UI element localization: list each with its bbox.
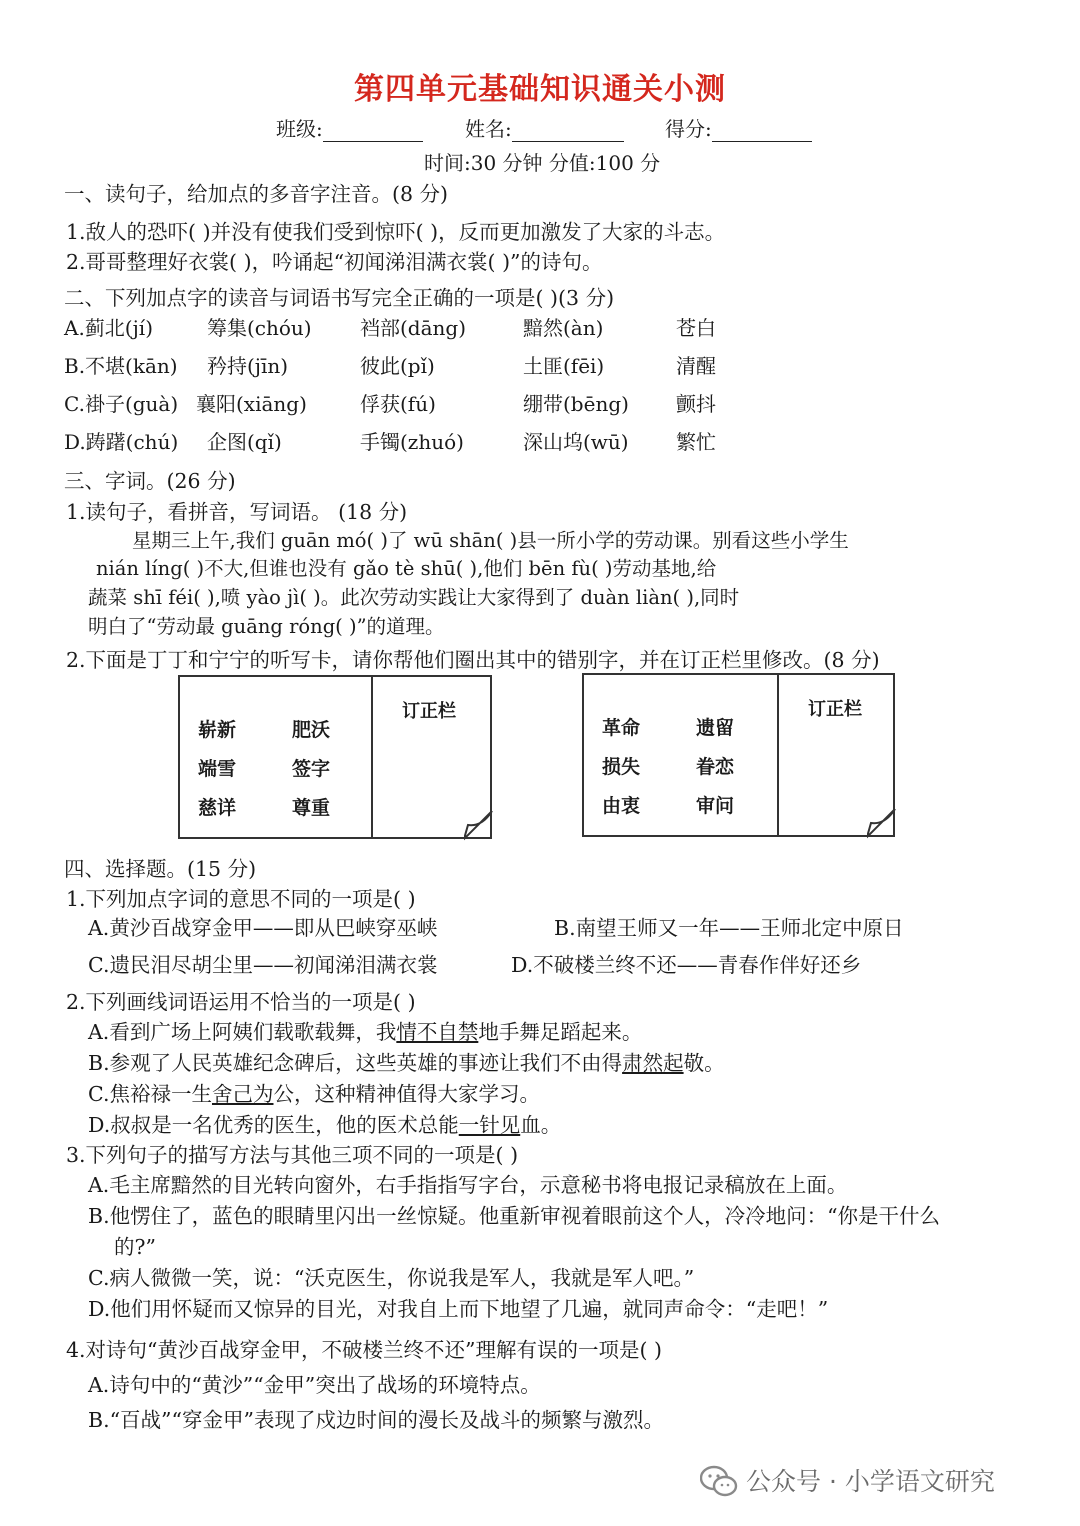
s1-question-1: 1.敌人的恐吓( )并没有使我们受到惊吓( )，反而更加激发了大家的斗志。 — [66, 220, 726, 244]
underlined-phrase: 情不自禁 — [396, 1020, 479, 1044]
s4-q3-option-b[interactable]: B.他愣住了，蓝色的眼睛里闪出一丝惊疑。他重新审视着眼前这个人，冷冷地问：“你是干什么 — [88, 1204, 941, 1228]
s4-q1-option-d[interactable]: D.不破楼兰终不还——青春作伴好还乡 — [511, 953, 862, 977]
s2-option-d-2: 企图(qǐ) — [207, 430, 282, 454]
underlined-phrase: 肃然起 — [622, 1051, 684, 1075]
s2-option-b-5: 清醒 — [676, 354, 716, 378]
card-1-correction-label: 订正栏 — [402, 701, 456, 722]
page-title: 第四单元基础知识通关小测 — [354, 72, 726, 107]
s3-passage-line-1: 星期三上午,我们 guān mó( )了 wū shān( )县一所小学的劳动课。别看这些小学生 — [132, 529, 849, 552]
option-text: 公，这种精神值得大家学习。 — [273, 1082, 540, 1106]
s2-option-a-4: 黯然(àn) — [523, 316, 604, 340]
s4-q3-option-b-cont: 的?” — [114, 1235, 156, 1259]
option-text: A.看到广场上阿姨们载歌载舞，我 — [88, 1020, 397, 1044]
s4-q4-stem: 4.对诗句“黄沙百战穿金甲，不破楼兰终不还”理解有误的一项是( ) — [66, 1338, 663, 1362]
option-text: D.叔叔是一名优秀的医生，他的医术总能 — [88, 1113, 459, 1137]
underlined-phrase: 舍己为 — [211, 1082, 274, 1106]
s2-option-b-3: 彼此(pǐ) — [360, 354, 435, 378]
score-label: 得分: — [665, 117, 712, 141]
section-4-heading: 四、选择题。(15 分) — [64, 857, 257, 881]
page-curl-icon — [867, 809, 897, 839]
option-text: B.参观了人民英雄纪念碑后，这些英雄的事迹让我们不由得 — [88, 1051, 623, 1075]
card-1-word[interactable]: 端雪 — [198, 758, 237, 780]
score-blank[interactable] — [712, 121, 812, 142]
s4-q2-option-a[interactable] — [88, 1015, 642, 1045]
card-1-divider — [371, 677, 373, 837]
s4-q3-option-a[interactable]: A.毛主席黯然的目光转向窗外，右手指指写字台，示意秘书将电报记录稿放在上面。 — [88, 1173, 848, 1197]
card-1-word[interactable]: 肥沃 — [292, 719, 331, 741]
s2-option-a-2: 筹集(chóu) — [207, 316, 312, 340]
s2-option-a-1: A.蓟北(jí) — [64, 316, 154, 340]
s4-q2-option-c[interactable] — [88, 1077, 540, 1107]
s4-q2-stem: 2.下列画线词语运用不恰当的一项是( ) — [66, 990, 416, 1014]
s4-q3-option-c[interactable]: C.病人微微一笑，说：“沃克医生，你说我是军人，我就是军人吧。” — [88, 1266, 695, 1290]
s2-option-d-4: 深山坞(wū) — [523, 430, 629, 454]
card-1-word[interactable]: 签字 — [292, 758, 331, 780]
footer-watermark: 公众号 · 小学语文研究 — [746, 1467, 995, 1496]
s2-option-a-3: 裆部(dāng) — [360, 316, 467, 340]
card-1-word[interactable]: 慈详 — [198, 797, 237, 819]
s4-q2-option-d[interactable] — [88, 1108, 561, 1138]
s2-option-d-1: D.踌躇(chú) — [64, 430, 179, 454]
class-label: 班级: — [276, 117, 323, 141]
s2-option-d-5: 繁忙 — [676, 430, 716, 454]
card-2-correction-label: 订正栏 — [808, 699, 862, 720]
s4-q1-option-b[interactable]: B.南望王师又一年——王师北定中原日 — [554, 916, 904, 940]
s2-option-c-1: C.褂子(guà) — [64, 392, 179, 416]
underlined-phrase: 一针见 — [458, 1113, 521, 1137]
s3-passage-line-3: 蔬菜 shī féi( ),喷 yào jì( )。此次劳动实践让大家得到了 duàn liàn( ),同时 — [88, 586, 740, 609]
section-1-heading: 一、读句子，给加点的多音字注音。(8 分) — [64, 182, 449, 206]
s2-option-c-5: 颤抖 — [676, 392, 716, 416]
card-2-word[interactable]: 革命 — [602, 717, 641, 739]
s4-q3-stem: 3.下列句子的描写方法与其他三项不同的一项是( ) — [66, 1143, 519, 1167]
s3-question-2-heading: 2.下面是丁丁和宁宁的听写卡，请你帮他们圈出其中的错别字，并在订正栏里修改。(8 分) — [66, 648, 880, 672]
name-label: 姓名: — [465, 117, 512, 141]
s3-passage-line-4: 明白了“劳动最 guāng róng( )”的道理。 — [88, 615, 445, 638]
option-text: 地手舞足蹈起来。 — [478, 1020, 643, 1044]
class-blank[interactable] — [323, 121, 423, 142]
s4-q3-option-d[interactable]: D.他们用怀疑而又惊异的目光，对我自上而下地望了几遍，就同声命令：“走吧！” — [88, 1297, 829, 1321]
s2-option-a-5: 苍白 — [676, 316, 716, 340]
s2-option-b-2: 矜持(jīn) — [207, 354, 289, 378]
name-blank[interactable] — [512, 121, 624, 142]
card-2-word[interactable]: 由衷 — [602, 795, 641, 817]
s4-q4-option-a[interactable]: A.诗句中的“黄沙”“金甲”突出了战场的环境特点。 — [88, 1373, 541, 1397]
dictation-card-1 — [178, 675, 492, 839]
s4-q1-stem: 1.下列加点字词的意思不同的一项是( ) — [66, 887, 416, 911]
card-2-word[interactable]: 审问 — [696, 795, 735, 817]
page-curl-icon — [464, 811, 494, 841]
time-score: 时间:30 分钟 分值:100 分 — [424, 151, 661, 175]
card-1-word[interactable]: 尊重 — [292, 797, 331, 819]
s2-option-c-4: 绷带(bēng) — [523, 392, 629, 416]
option-text: 敬。 — [683, 1051, 725, 1075]
s4-q2-option-b[interactable] — [88, 1046, 725, 1076]
s4-q1-option-c[interactable]: C.遗民泪尽胡尘里——初闻涕泪满衣裳 — [88, 953, 438, 977]
card-2-word[interactable]: 遗留 — [696, 717, 735, 739]
card-2-divider — [777, 675, 779, 835]
s2-option-b-4: 土匪(fēi) — [523, 354, 605, 378]
card-2-word[interactable]: 损失 — [602, 756, 641, 778]
name-field[interactable] — [465, 113, 624, 142]
option-text: 血。 — [520, 1113, 562, 1137]
s4-q1-option-a[interactable]: A.黄沙百战穿金甲——即从巴峡穿巫峡 — [88, 916, 438, 940]
s1-question-2: 2.哥哥整理好衣裳( )，吟诵起“初闻涕泪满衣裳( )”的诗句。 — [66, 250, 603, 274]
class-field[interactable] — [276, 113, 423, 142]
s2-option-c-2: 襄阳(xiāng) — [196, 392, 307, 416]
option-text: C.焦裕禄一生 — [88, 1082, 212, 1106]
s2-option-b-1: B.不堪(kān) — [64, 354, 178, 378]
s4-q4-option-b[interactable]: B.“百战”“穿金甲”表现了戍边时间的漫长及战斗的频繁与激烈。 — [88, 1408, 665, 1432]
s2-option-d-3: 手镯(zhuó) — [360, 430, 464, 454]
s3-passage-line-2: nián líng( )不大,但谁也没有 gǎo tè shū( ),他们 bēn fù( )劳动基地,给 — [96, 557, 717, 580]
score-field[interactable] — [665, 113, 812, 142]
s2-option-c-3: 俘获(fú) — [360, 392, 436, 416]
section-2-heading: 二、下列加点字的读音与词语书写完全正确的一项是( )(3 分) — [64, 286, 615, 310]
wechat-icon — [700, 1465, 738, 1497]
card-2-word[interactable]: 眷恋 — [696, 756, 735, 778]
section-3-heading: 三、字词。(26 分) — [64, 469, 236, 493]
s3-question-1-heading: 1.读句子，看拼音，写词语。 (18 分) — [66, 500, 408, 524]
dictation-card-2 — [582, 673, 895, 837]
card-1-word[interactable]: 崭新 — [198, 719, 237, 741]
